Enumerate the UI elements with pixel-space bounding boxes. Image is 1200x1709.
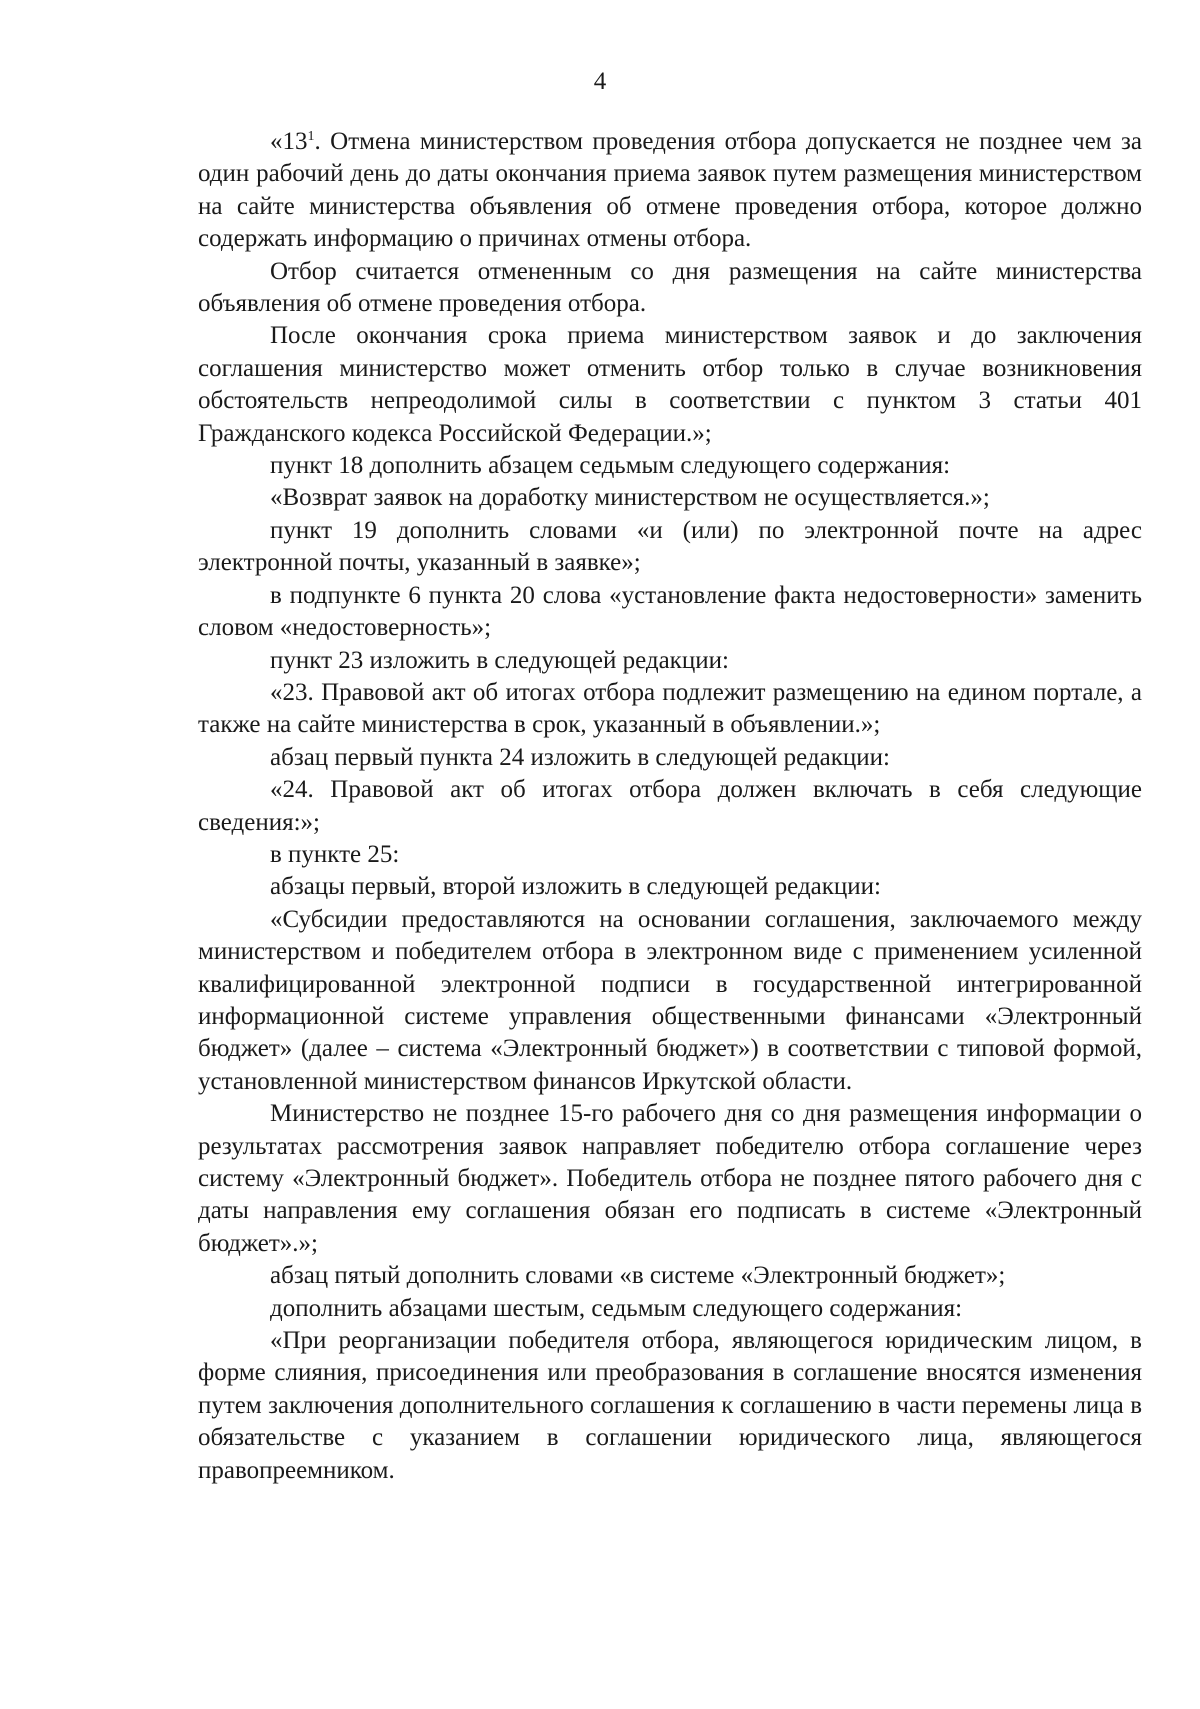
paragraph-text: «При реорганизации победителя отбора, являющегося юридическим лицом, в форме слияния, присоединения или преобразования в соглашение вносятся изменения путем заключения дополнительного соглашения к соглашению в части перемены лица в обязательстве с указанием в соглашении юридического лица, являющегося правопреемником. [198,1327,1142,1484]
paragraph-p06 [198,515,1142,580]
paragraph-p08 [198,645,1142,677]
paragraph-p01 [198,126,1142,256]
paragraph-p02 [198,256,1142,321]
paragraph-p07 [198,580,1142,645]
paragraph-text: Министерство не позднее 15-го рабочего дня со дня размещения информации о результатах рассмотрения заявок направляет победителю отбора соглашение через систему «Электронный бюджет». Победитель отбора не позднее пятого рабочего дня с даты направления ему соглашения обязан его подписать в системе «Электронный бюджет».»; [198,1100,1142,1257]
paragraph-p15 [198,1098,1142,1260]
paragraph-p18 [198,1325,1142,1487]
paragraph-p12 [198,839,1142,871]
paragraph-text: пункт 18 дополнить абзацем седьмым следующего содержания: [270,452,951,480]
paragraph-p03 [198,320,1142,450]
paragraph-p16 [198,1260,1142,1292]
document-body [198,126,1142,1487]
paragraph-text: в пункте 25: [270,840,400,868]
paragraph-text: пункт 19 дополнить словами «и (или) по электронной почте на адрес электронной почты, указанный в заявке»; [198,516,1142,577]
paragraph-text: «24. Правовой акт об итогах отбора должен включать в себя следующие сведения:»; [198,776,1142,836]
paragraph-text: . Отмена министерством проведения отбора допускается не позднее чем за один рабочий день до даты окончания приема заявок путем размещения министерством на сайте министерства объявления об отмене проведения отбора, которое должно содержать информацию о причинах отмены отбора. [198,128,1142,253]
paragraph-text: абзац пятый дополнить словами «в системе «Электронный бюджет»; [270,1262,1006,1290]
paragraph-p11 [198,774,1142,839]
paragraph-p05 [198,482,1142,514]
paragraph-p10 [198,742,1142,774]
paragraph-p04 [198,450,1142,482]
paragraph-text: «13 [270,128,308,155]
paragraph-text: дополнить абзацами шестым, седьмым следующего содержания: [270,1294,963,1322]
paragraph-text: Отбор считается отмененным со дня размещения на сайте министерства объявления об отмене проведения отбора. [198,257,1142,318]
paragraph-text: абзац первый пункта 24 изложить в следующей редакции: [270,743,890,771]
paragraph-text: пункт 23 изложить в следующей редакции: [270,646,729,674]
paragraph-p17 [198,1293,1142,1325]
paragraph-text: в подпункте 6 пункта 20 слова «установление факта недостоверности» заменить словом «недостоверность»; [198,581,1142,642]
paragraph-text: «Субсидии предоставляются на основании соглашения, заключаемого между министерством и победителем отбора в электронном виде с применением усиленной квалифицированной электронной подписи в государственной интегрированной информационной системе управления общественными финансами «Электронный бюджет» (далее – система «Электронный бюджет») в соответствии с типовой формой, установленной министерством финансов Иркутской области. [198,905,1142,1095]
paragraph-p13 [198,871,1142,903]
paragraph-text: «23. Правовой акт об итогах отбора подлежит размещению на едином портале, а также на сайте министерства в срок, указанный в объявлении.»; [198,678,1142,739]
paragraph-text: После окончания срока приема министерством заявок и до заключения соглашения министерство может отменить отбор только в случае возникновения обстоятельств непреодолимой силы в соответствии с пунктом 3 статьи 401 Гражданского кодекса Российской Федерации.»; [198,322,1142,447]
paragraph-text: «Возврат заявок на доработку министерством не осуществляется.»; [270,484,990,512]
page-number: 4 [593,68,607,95]
paragraph-text: абзацы первый, второй изложить в следующей редакции: [270,873,881,901]
paragraph-p09 [198,677,1142,742]
superscript: 1 [307,129,315,144]
paragraph-p14 [198,904,1142,1098]
